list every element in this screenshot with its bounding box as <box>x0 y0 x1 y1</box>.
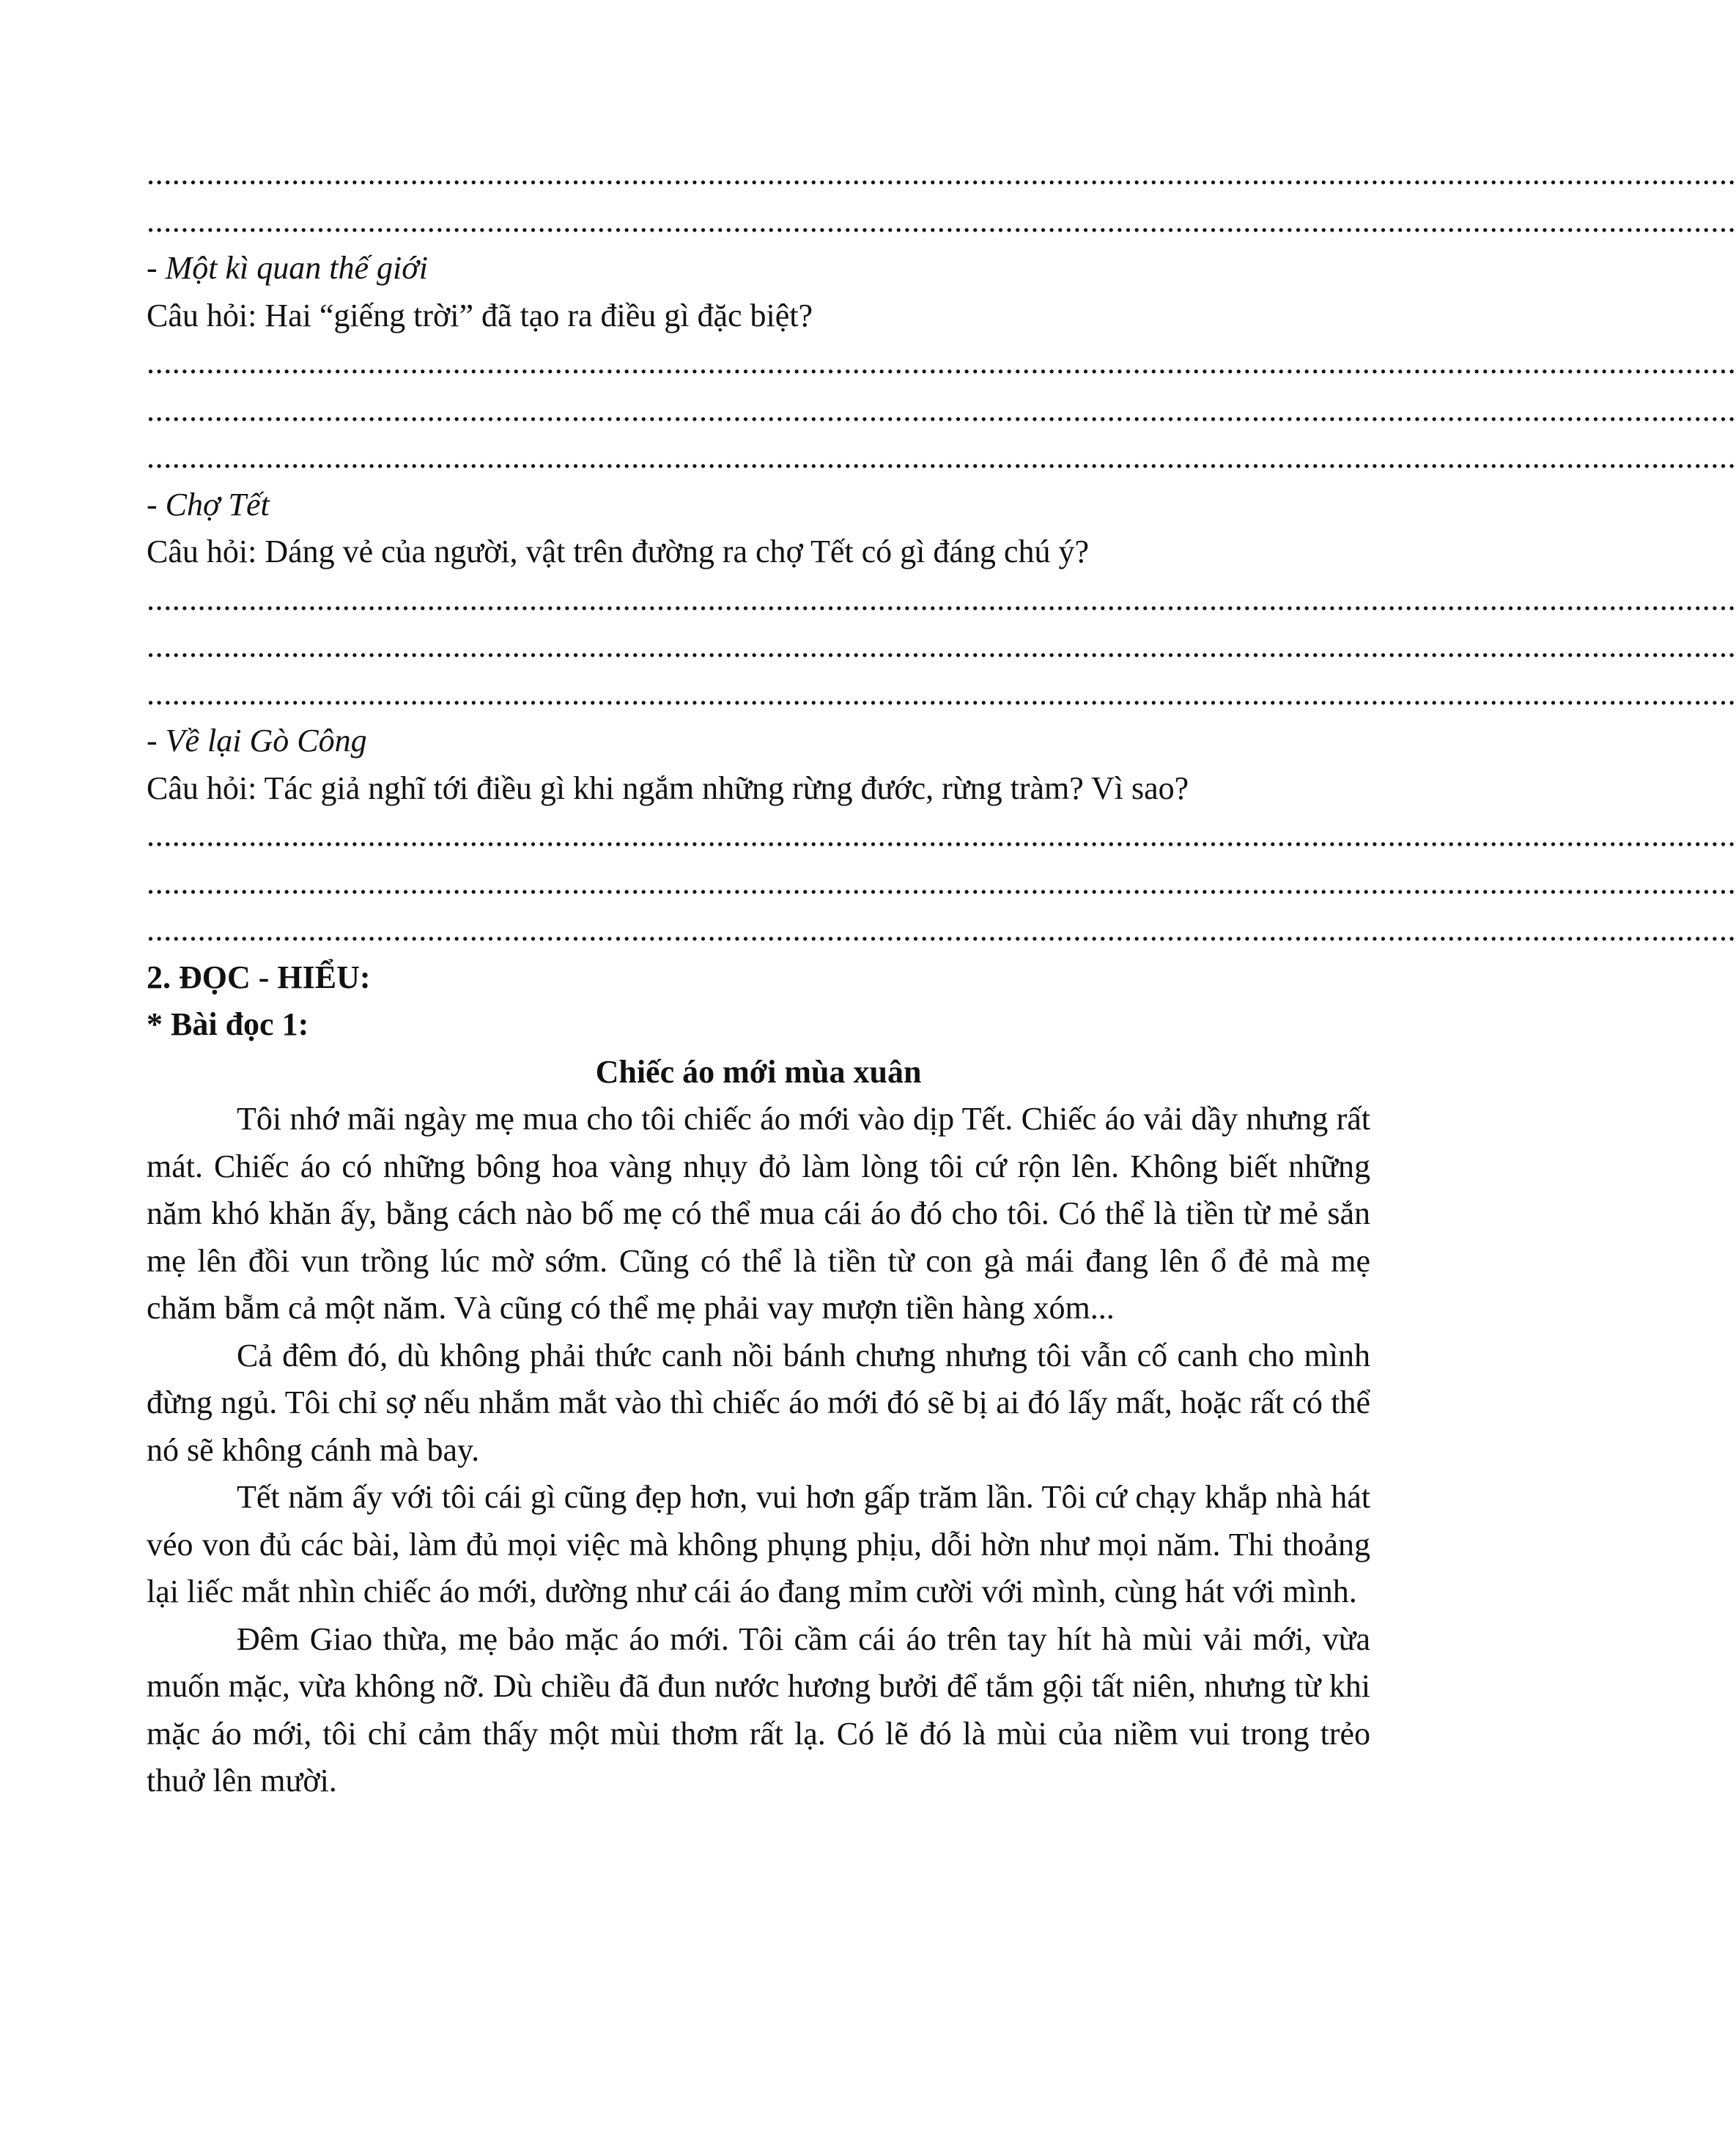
story-paragraph: Đêm Giao thừa, mẹ bảo mặc áo mới. Tôi cầm cái áo trên tay hít hà mùi vải mới, vừa muốn mặc, vừa không nỡ. Dù chiều đã đun nước hương bưởi để tắm gội tất niên, nhưng từ khi mặc áo mới, tôi chỉ cảm thấy một mùi thơm rất lạ. Có lẽ đó là mùi của niềm vui trong trẻo thuở lên mười. <box>147 1620 1370 1799</box>
answer-line: ........................................................................................................................................................................................... <box>147 912 1736 948</box>
story-paragraph: Tôi nhớ mãi ngày mẹ mua cho tôi chiếc áo mới vào dịp Tết. Chiếc áo vải dầy nhưng rất mát. Chiếc áo có những bông hoa vàng nhụy đỏ làm lòng tôi cứ rộn lên. Không biết những năm khó khăn ấy, bằng cách nào bố mẹ có thể mua cái áo đó cho tôi. Có thể là tiền từ mẻ sắn mẹ lên đồi vun trồng lúc mờ sớm. Cũng có thể là tiền từ con gà mái đang lên ổ đẻ mà mẹ chăm bẵm cả một năm. Và cũng có thể mẹ phải vay mượn tiền hàng xóm... <box>147 1101 1370 1326</box>
topic-heading: - Một kì quan thế giới <box>147 250 428 286</box>
document-page <box>147 150 1736 1805</box>
story-title: Chiếc áo mới mùa xuân <box>595 1053 922 1090</box>
answer-line: ........................................................................................................................................................................................... <box>147 580 1736 617</box>
sub-heading: * Bài đọc 1: <box>147 1006 309 1042</box>
answer-line: ........................................................................................................................................................................................... <box>147 628 1736 664</box>
question-text: Câu hỏi: Hai “giếng trời” đã tạo ra điều gì đặc biệt? <box>147 297 813 333</box>
question-text: Câu hỏi: Dáng vẻ của người, vật trên đường ra chợ Tết có gì đáng chú ý? <box>147 534 1089 569</box>
answer-line: ........................................................................................................................................................................................... <box>147 439 1736 475</box>
story-paragraph: Tết năm ấy với tôi cái gì cũng đẹp hơn, vui hơn gấp trăm lần. Tôi cứ chạy khắp nhà hát véo von đủ các bài, làm đủ mọi việc mà không phụng phịu, dỗi hờn như mọi năm. Thi thoảng lại liếc mắt nhìn chiếc áo mới, dường như cái áo đang mỉm cười với mình, cùng hát với mình. <box>147 1479 1370 1609</box>
answer-line: ........................................................................................................................................................................................... <box>147 155 1736 191</box>
topic-heading: - Chợ Tết <box>147 486 270 523</box>
answer-line: ........................................................................................................................................................................................... <box>147 391 1736 428</box>
answer-line: ........................................................................................................................................................................................... <box>147 344 1736 380</box>
story-paragraph: Cả đêm đó, dù không phải thức canh nồi bánh chưng nhưng tôi vẫn cố canh cho mình đừng ngủ. Tôi chỉ sợ nếu nhắm mắt vào thì chiếc áo mới đó sẽ bị ai đó lấy mất, hoặc rất có thể nó sẽ không cánh mà bay. <box>147 1337 1370 1468</box>
topic-heading: - Về lại Gò Công <box>147 723 367 759</box>
question-text: Câu hỏi: Tác giả nghĩ tới điều gì khi ngắm những rừng đước, rừng tràm? Vì sao? <box>147 770 1189 806</box>
answer-line: ........................................................................................................................................................................................... <box>147 864 1736 901</box>
section-heading: 2. ĐỌC - HIỂU: <box>147 959 371 995</box>
answer-line: ........................................................................................................................................................................................... <box>147 817 1736 853</box>
answer-line: ........................................................................................................................................................................................... <box>147 202 1736 239</box>
answer-line: ........................................................................................................................................................................................... <box>147 675 1736 712</box>
